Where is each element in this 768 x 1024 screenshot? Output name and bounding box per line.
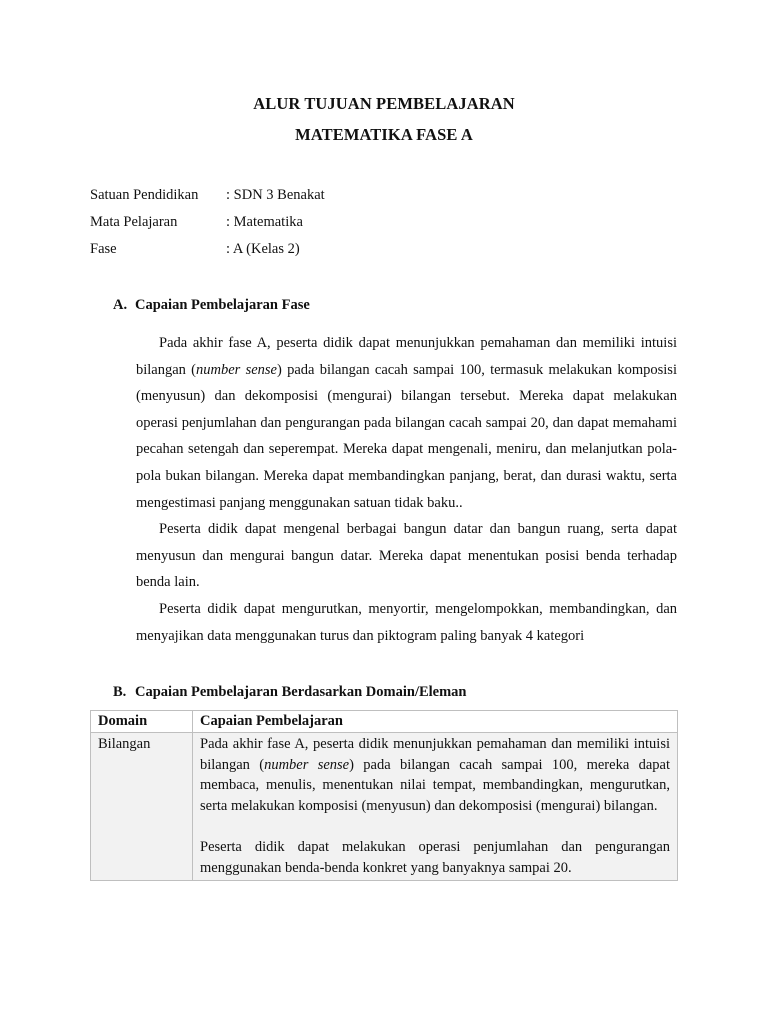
cell-paragraph xyxy=(200,734,670,816)
paragraph xyxy=(136,330,677,516)
paragraph-text: Pada akhir fase A, peserta didik dapat menunjukkan pemahaman dan memiliki intuisi bilangan ( xyxy=(136,335,677,378)
cell-text: Pada akhir fase A, peserta didik menunjukkan pemahaman dan memiliki intuisi bilangan ( xyxy=(200,736,670,773)
section-a-heading xyxy=(113,297,310,314)
meta-value: : A (Kelas 2) xyxy=(226,241,300,257)
meta-row-mata-pelajaran xyxy=(90,213,325,240)
meta-value: : SDN 3 Benakat xyxy=(226,187,325,203)
paragraph-text: ) pada bilangan cacah sampai 100, termasuk melakukan komposisi (menyusun) dan dekomposisi (mengurai) bilangan tersebut. Mereka dapat melakukan operasi penjumlahan dan pengurangan pada bilangan cacah sampai 20, dan dapat memahami pecahan setengah dan seperempat. Mereka dapat mengenali, meniru, dan melanjutkan pola-pola bukan bilangan. Mereka dapat membandingkan panjang, berat, dan durasi waktu, serta mengestimasi panjang menggunakan satuan tidak baku.. xyxy=(136,361,677,511)
section-letter: A. xyxy=(113,297,128,313)
section-letter: B. xyxy=(113,684,127,700)
table-row xyxy=(91,733,678,881)
section-heading-text: Capaian Pembelajaran Fase xyxy=(135,297,310,313)
document-title: ALUR TUJUAN PEMBELAJARAN xyxy=(253,94,515,113)
paragraph: Peserta didik dapat mengurutkan, menyortir, mengelompokkan, membandingkan, dan menyajikan data menggunakan turus dan piktogram paling banyak 4 kategori xyxy=(136,600,677,644)
table-header-row xyxy=(91,711,678,733)
italic-term: number sense xyxy=(264,756,350,773)
table-cell-capaian xyxy=(193,733,678,881)
meta-value: : Matematika xyxy=(226,214,303,230)
meta-label: Fase xyxy=(90,241,117,257)
document-meta xyxy=(90,186,325,267)
cell-paragraph: Peserta didik dapat melakukan operasi penjumlahan dan pengurangan menggunakan benda-benda konkret yang banyaknya sampai 20. xyxy=(200,838,670,876)
table-header-capaian: Capaian Pembelajaran xyxy=(193,711,678,733)
meta-label: Satuan Pendidikan xyxy=(90,187,199,203)
document-subtitle: MATEMATIKA FASE A xyxy=(295,125,473,144)
meta-label: Mata Pelajaran xyxy=(90,214,178,230)
cell-text: ) pada bilangan cacah sampai 100, mereka dapat membaca, menulis, menentukan nilai tempat, membandingkan, mengurutkan, serta melakukan komposisi (menyusun) dan dekomposisi (mengurai) bilangan. xyxy=(200,756,670,814)
section-b-heading xyxy=(113,684,467,701)
table-cell-domain: Bilangan xyxy=(91,733,193,881)
capaian-table xyxy=(90,710,678,881)
italic-term: number sense xyxy=(196,361,277,378)
table-header-domain: Domain xyxy=(91,711,193,733)
section-heading-text: Capaian Pembelajaran Berdasarkan Domain/Eleman xyxy=(135,684,467,700)
meta-row-fase xyxy=(90,240,325,267)
section-a-body xyxy=(136,330,677,649)
meta-row-satuan-pendidikan xyxy=(90,186,325,213)
paragraph: Peserta didik dapat mengenal berbagai bangun datar dan bangun ruang, serta dapat menyusun dan mengurai bangun datar. Mereka dapat menentukan posisi benda terhadap benda lain. xyxy=(136,521,677,591)
